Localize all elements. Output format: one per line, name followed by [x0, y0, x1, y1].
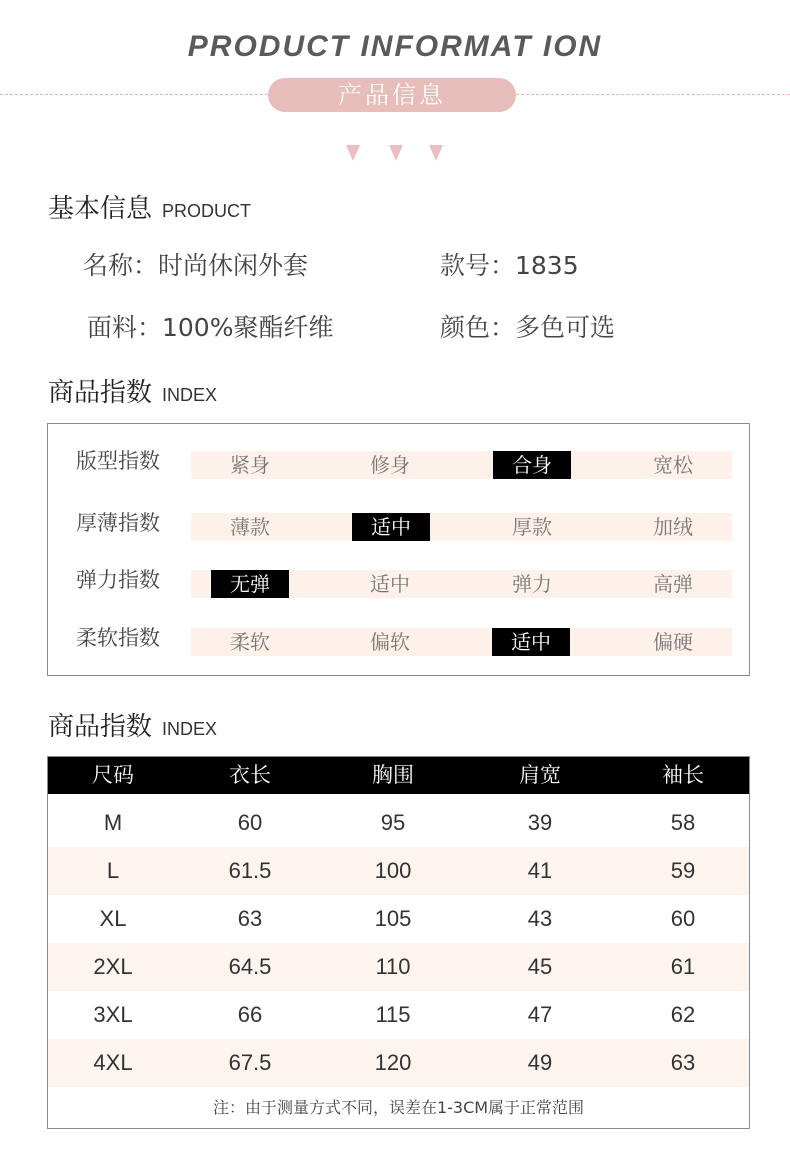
table-cell: 58	[670, 810, 696, 835]
table-cell: 60	[237, 810, 263, 835]
index-option: 柔软	[230, 630, 270, 654]
table-cell: 2XL	[93, 954, 133, 979]
column-header: 肩宽	[519, 763, 561, 787]
index-options	[191, 628, 732, 656]
basic-info-heading	[48, 188, 251, 225]
table-cell: 43	[527, 906, 553, 931]
divider-right	[516, 94, 790, 95]
table-cell: L	[106, 858, 120, 883]
size-table-heading	[48, 706, 217, 743]
index-label: 厚薄指数	[76, 511, 160, 535]
table-cell: 60	[670, 906, 696, 931]
heading-cn: 基本信息	[48, 194, 153, 224]
heading-cn: 商品指数	[48, 712, 153, 742]
index-option: 适中	[370, 572, 410, 596]
table-row	[48, 991, 749, 1039]
product-name: 名称：时尚休闲外套	[83, 251, 309, 280]
table-cell: 67.5	[228, 1050, 272, 1075]
table-cell: 110	[375, 954, 411, 979]
table-cell: 62	[670, 1002, 696, 1027]
table-row	[48, 895, 749, 943]
size-table	[47, 756, 750, 1129]
table-cell: 47	[527, 1002, 553, 1027]
table-cell: 100	[374, 858, 412, 883]
table-cell: 61.5	[228, 858, 272, 883]
column-header: 尺码	[92, 763, 134, 787]
index-option: 偏软	[370, 630, 410, 654]
down-triangle-icon	[429, 145, 443, 161]
table-row	[48, 943, 749, 991]
table-cell: 3XL	[93, 1002, 133, 1027]
index-heading	[48, 372, 217, 409]
english-title: PRODUCT INFORMAT ION	[187, 30, 603, 63]
product-fabric: 面料：100%聚酯纤维	[87, 313, 334, 342]
table-row	[48, 847, 749, 895]
index-option: 宽松	[653, 453, 693, 477]
index-option: 弹力	[512, 572, 552, 596]
chinese-title-pill: 产品信息	[268, 78, 516, 112]
product-code: 款号：1835	[440, 251, 579, 280]
table-cell: 61	[670, 954, 696, 979]
index-option: 厚款	[512, 515, 552, 539]
index-option-selected: 合身	[493, 451, 571, 479]
table-cell: 63	[237, 906, 263, 931]
table-cell: 120	[374, 1050, 412, 1075]
down-triangle-icon	[346, 145, 360, 161]
heading-cn: 商品指数	[48, 378, 153, 408]
index-label: 版型指数	[76, 449, 160, 473]
table-cell: 45	[527, 954, 553, 979]
table-cell: 115	[375, 1002, 411, 1027]
table-cell: 41	[527, 858, 553, 883]
table-header	[48, 757, 749, 794]
table-cell: 64.5	[228, 954, 272, 979]
table-cell: 4XL	[93, 1050, 133, 1075]
index-label: 弹力指数	[76, 568, 160, 592]
divider-left	[0, 94, 268, 95]
table-cell: 59	[670, 858, 696, 883]
index-box	[47, 423, 750, 676]
column-header: 胸围	[372, 763, 414, 787]
index-row	[48, 441, 749, 481]
index-options	[191, 513, 732, 541]
table-cell: XL	[99, 906, 127, 931]
index-option-selected: 适中	[492, 628, 570, 656]
index-option: 加绒	[653, 515, 693, 539]
table-row	[48, 1039, 749, 1087]
index-row	[48, 503, 749, 543]
index-option: 薄款	[230, 515, 270, 539]
index-option: 修身	[370, 453, 410, 477]
heading-en: INDEX	[162, 385, 218, 405]
table-cell: 63	[670, 1050, 696, 1075]
index-option-selected: 无弹	[211, 570, 289, 598]
table-cell: 39	[527, 810, 553, 835]
index-row	[48, 560, 749, 600]
column-header: 衣长	[229, 763, 271, 787]
table-cell: 49	[527, 1050, 553, 1075]
index-option-selected: 适中	[352, 513, 430, 541]
table-cell: M	[103, 810, 123, 835]
column-header: 袖长	[662, 763, 704, 787]
index-option: 偏硬	[653, 630, 693, 654]
measurement-note: 注：由于测量方式不同，误差在1-3CM属于正常范围	[212, 1098, 585, 1117]
table-row	[48, 799, 749, 847]
table-cell: 105	[374, 906, 412, 931]
index-option: 高弹	[653, 572, 693, 596]
index-options	[191, 451, 732, 479]
product-color: 颜色：多色可选	[440, 313, 616, 342]
heading-en: PRODUCT	[162, 201, 252, 221]
index-option: 紧身	[230, 453, 270, 477]
index-label: 柔软指数	[76, 626, 160, 650]
heading-en: INDEX	[162, 719, 218, 739]
index-row	[48, 618, 749, 658]
table-cell: 95	[380, 810, 406, 835]
table-cell: 66	[237, 1002, 263, 1027]
index-options	[191, 570, 732, 598]
down-triangle-icon	[389, 145, 403, 161]
